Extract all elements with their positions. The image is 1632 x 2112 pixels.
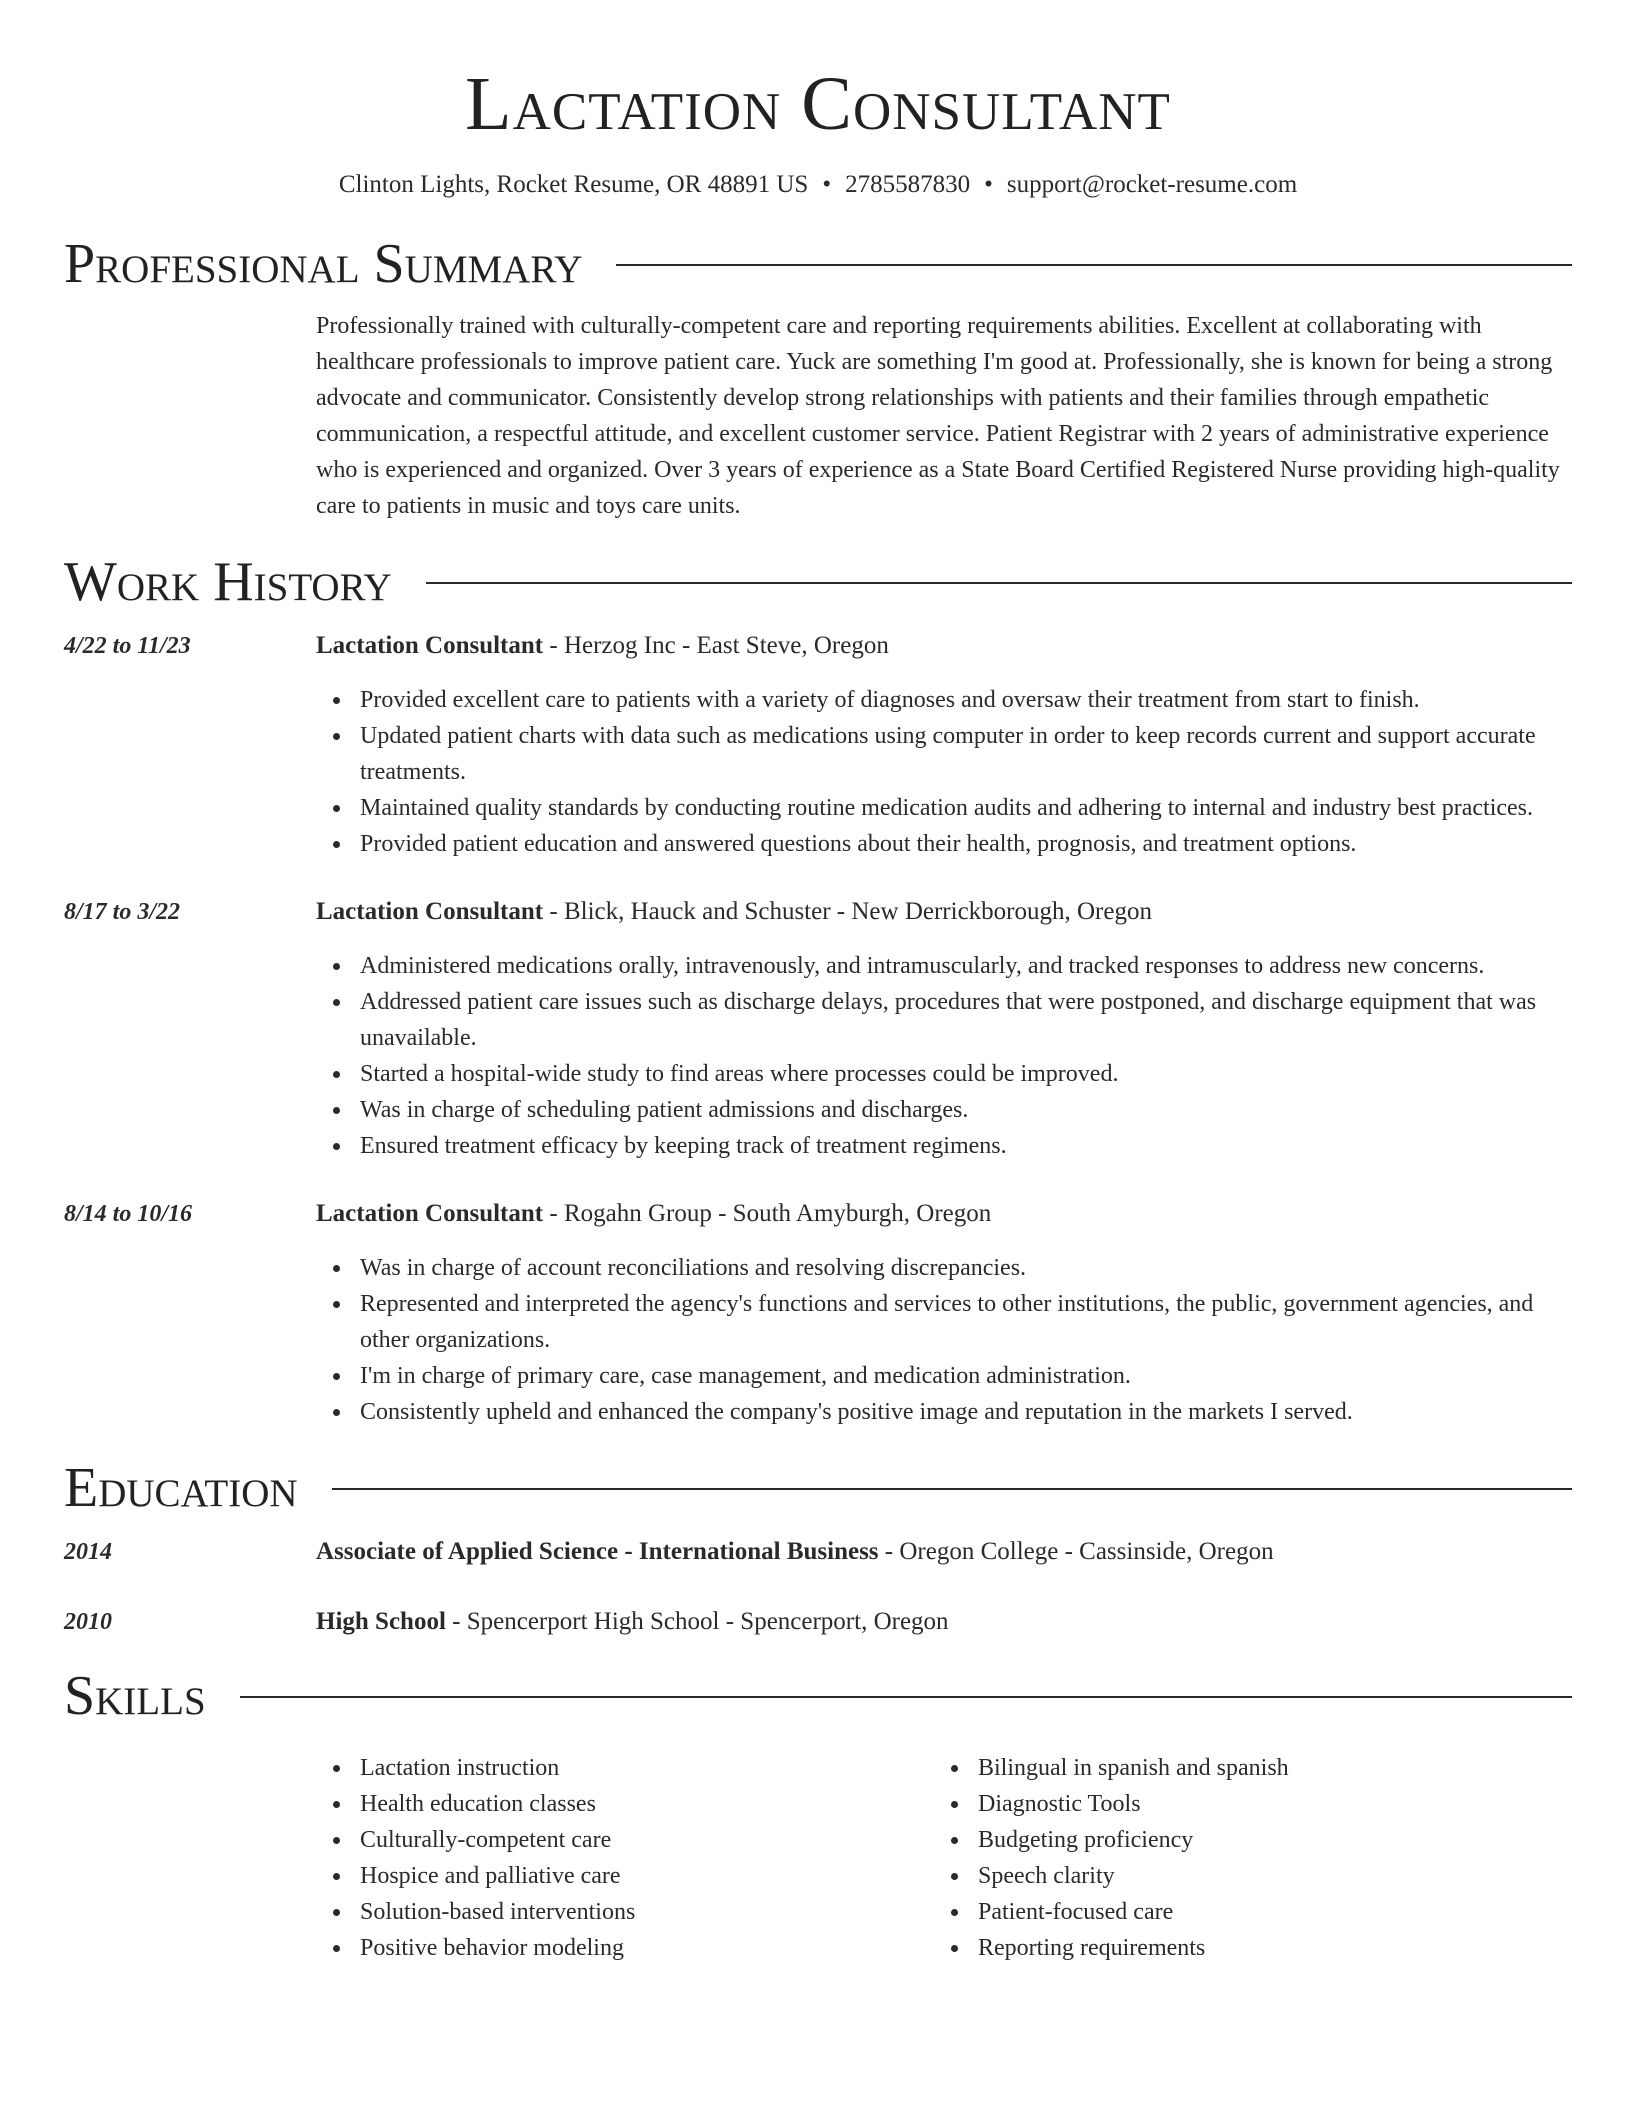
job-role: Lactation Consultant <box>316 632 544 659</box>
skill-item: Hospice and palliative care <box>316 1858 934 1894</box>
job-bullet: Was in charge of scheduling patient admissions and discharges. <box>316 1092 1572 1128</box>
contact-address: Clinton Lights, Rocket Resume, OR 48891 US <box>338 171 809 198</box>
job-bullet: Ensured treatment efficacy by keeping track of treatment regimens. <box>316 1128 1572 1164</box>
job-entry <box>64 1196 1572 1430</box>
job-bullet: Provided excellent care to patients with a variety of diagnoses and oversaw their treatment from start to finish. <box>316 682 1572 718</box>
skill-item: Health education classes <box>316 1786 934 1822</box>
job-entry <box>64 894 1572 1164</box>
summary-text: Professionally trained with culturally-competent care and reporting requirements abilities. Excellent at collaborating with healthcare professionals to improve patient care. Yuck are something I'm good at. Professionally, she is known for being a strong advocate and communicator. Consistently develop strong relationships with patients and their families through empathetic communication, a respectful attitude, and excellent customer service. Patient Registrar with 2 years of administrative experience who is experienced and organized. Over 3 years of experience as a State Board Certified Registered Nurse providing high-quality care to patients in music and toys care units. <box>316 313 1560 519</box>
skill-item: Reporting requirements <box>934 1930 1552 1966</box>
job-bullet: Provided patient education and answered questions about their health, prognosis, and treatment options. <box>316 826 1572 862</box>
education-entry <box>64 1534 1572 1570</box>
job-role: Lactation Consultant <box>316 1200 544 1227</box>
job-details: - Rogahn Group - South Amyburgh, Oregon <box>543 1200 992 1227</box>
contact-phone: 2785587830 <box>845 171 971 198</box>
contact-line <box>64 170 1572 200</box>
education-section-header <box>64 1456 1572 1520</box>
education-degree: High School <box>316 1608 446 1635</box>
section-divider <box>240 1696 1572 1698</box>
skill-item: Solution-based interventions <box>316 1894 934 1930</box>
skill-item: Speech clarity <box>934 1858 1552 1894</box>
skills-section-header <box>64 1664 1572 1728</box>
job-bullet: I'm in charge of primary care, case management, and medication administration. <box>316 1358 1572 1394</box>
education-section-title: Education <box>64 1457 298 1519</box>
job-bullets <box>316 682 1572 862</box>
job-title-line <box>316 1196 1572 1232</box>
job-dates: 8/17 to 3/22 <box>64 899 181 925</box>
job-body <box>316 894 1572 1164</box>
resume-page <box>64 0 1572 1966</box>
summary-left-spacer <box>64 308 316 524</box>
job-role: Lactation Consultant <box>316 898 544 925</box>
education-details: - Oregon College - Cassinside, Oregon <box>878 1538 1274 1565</box>
job-bullet: Represented and interpreted the agency's functions and services to other institutions, the public, government agencies, and other organizations. <box>316 1286 1572 1358</box>
job-details: - Blick, Hauck and Schuster - New Derrickborough, Oregon <box>543 898 1152 925</box>
skills-list-left <box>316 1750 934 1966</box>
section-divider <box>426 582 1572 584</box>
job-bullet: Maintained quality standards by conducting routine medication audits and adhering to internal and industry best practices. <box>316 790 1572 826</box>
job-bullet: Was in charge of account reconciliations and resolving discrepancies. <box>316 1250 1572 1286</box>
work-section-title: Work History <box>64 551 392 613</box>
skill-item: Positive behavior modeling <box>316 1930 934 1966</box>
skill-item: Patient-focused care <box>934 1894 1552 1930</box>
skills-section-title: Skills <box>64 1665 206 1727</box>
education-degree: Associate of Applied Science - International Business <box>316 1538 879 1565</box>
education-year: 2014 <box>64 1539 112 1565</box>
education-line <box>316 1534 1572 1570</box>
job-bullet: Consistently upheld and enhanced the company's positive image and reputation in the markets I served. <box>316 1394 1572 1430</box>
education-line <box>316 1604 1572 1640</box>
section-divider <box>332 1488 1572 1490</box>
skills-row <box>64 1750 1572 1966</box>
skills-list-right <box>934 1750 1552 1966</box>
job-bullets <box>316 948 1572 1164</box>
job-bullet: Updated patient charts with data such as medications using computer in order to keep records current and support accurate treatments. <box>316 718 1572 790</box>
skill-item: Lactation instruction <box>316 1750 934 1786</box>
skill-item: Culturally-competent care <box>316 1822 934 1858</box>
job-bullet: Started a hospital-wide study to find areas where processes could be improved. <box>316 1056 1572 1092</box>
summary-section-title: Professional Summary <box>64 233 583 295</box>
skills-columns <box>316 1750 1572 1966</box>
job-dates: 8/14 to 10/16 <box>64 1201 193 1227</box>
section-divider <box>616 264 1572 266</box>
job-bullets <box>316 1250 1572 1430</box>
job-entry <box>64 628 1572 862</box>
work-section-header <box>64 550 1572 614</box>
education-year: 2010 <box>64 1609 112 1635</box>
job-dates: 4/22 to 11/23 <box>64 633 191 659</box>
job-bullet: Addressed patient care issues such as discharge delays, procedures that were postponed, and discharge equipment that was unavailable. <box>316 984 1572 1056</box>
education-details: - Spencerport High School - Spencerport, Oregon <box>445 1608 949 1635</box>
job-title-line <box>316 894 1572 930</box>
job-bullet: Administered medications orally, intravenously, and intramuscularly, and tracked responses to address new concerns. <box>316 948 1572 984</box>
summary-section-header <box>64 232 1572 296</box>
job-body <box>316 628 1572 862</box>
contact-email: support@rocket-resume.com <box>1006 171 1298 198</box>
summary-row <box>64 308 1572 524</box>
job-details: - Herzog Inc - East Steve, Oregon <box>543 632 889 659</box>
skill-item: Budgeting proficiency <box>934 1822 1552 1858</box>
skills-left-spacer <box>64 1750 316 1966</box>
contact-separator: • <box>984 171 993 198</box>
education-entry <box>64 1604 1572 1640</box>
job-title-line <box>316 628 1572 664</box>
resume-name: Lactation Consultant <box>465 62 1171 146</box>
job-body <box>316 1196 1572 1430</box>
skill-item: Bilingual in spanish and spanish <box>934 1750 1552 1786</box>
contact-separator: • <box>822 171 832 198</box>
skill-item: Diagnostic Tools <box>934 1786 1552 1822</box>
